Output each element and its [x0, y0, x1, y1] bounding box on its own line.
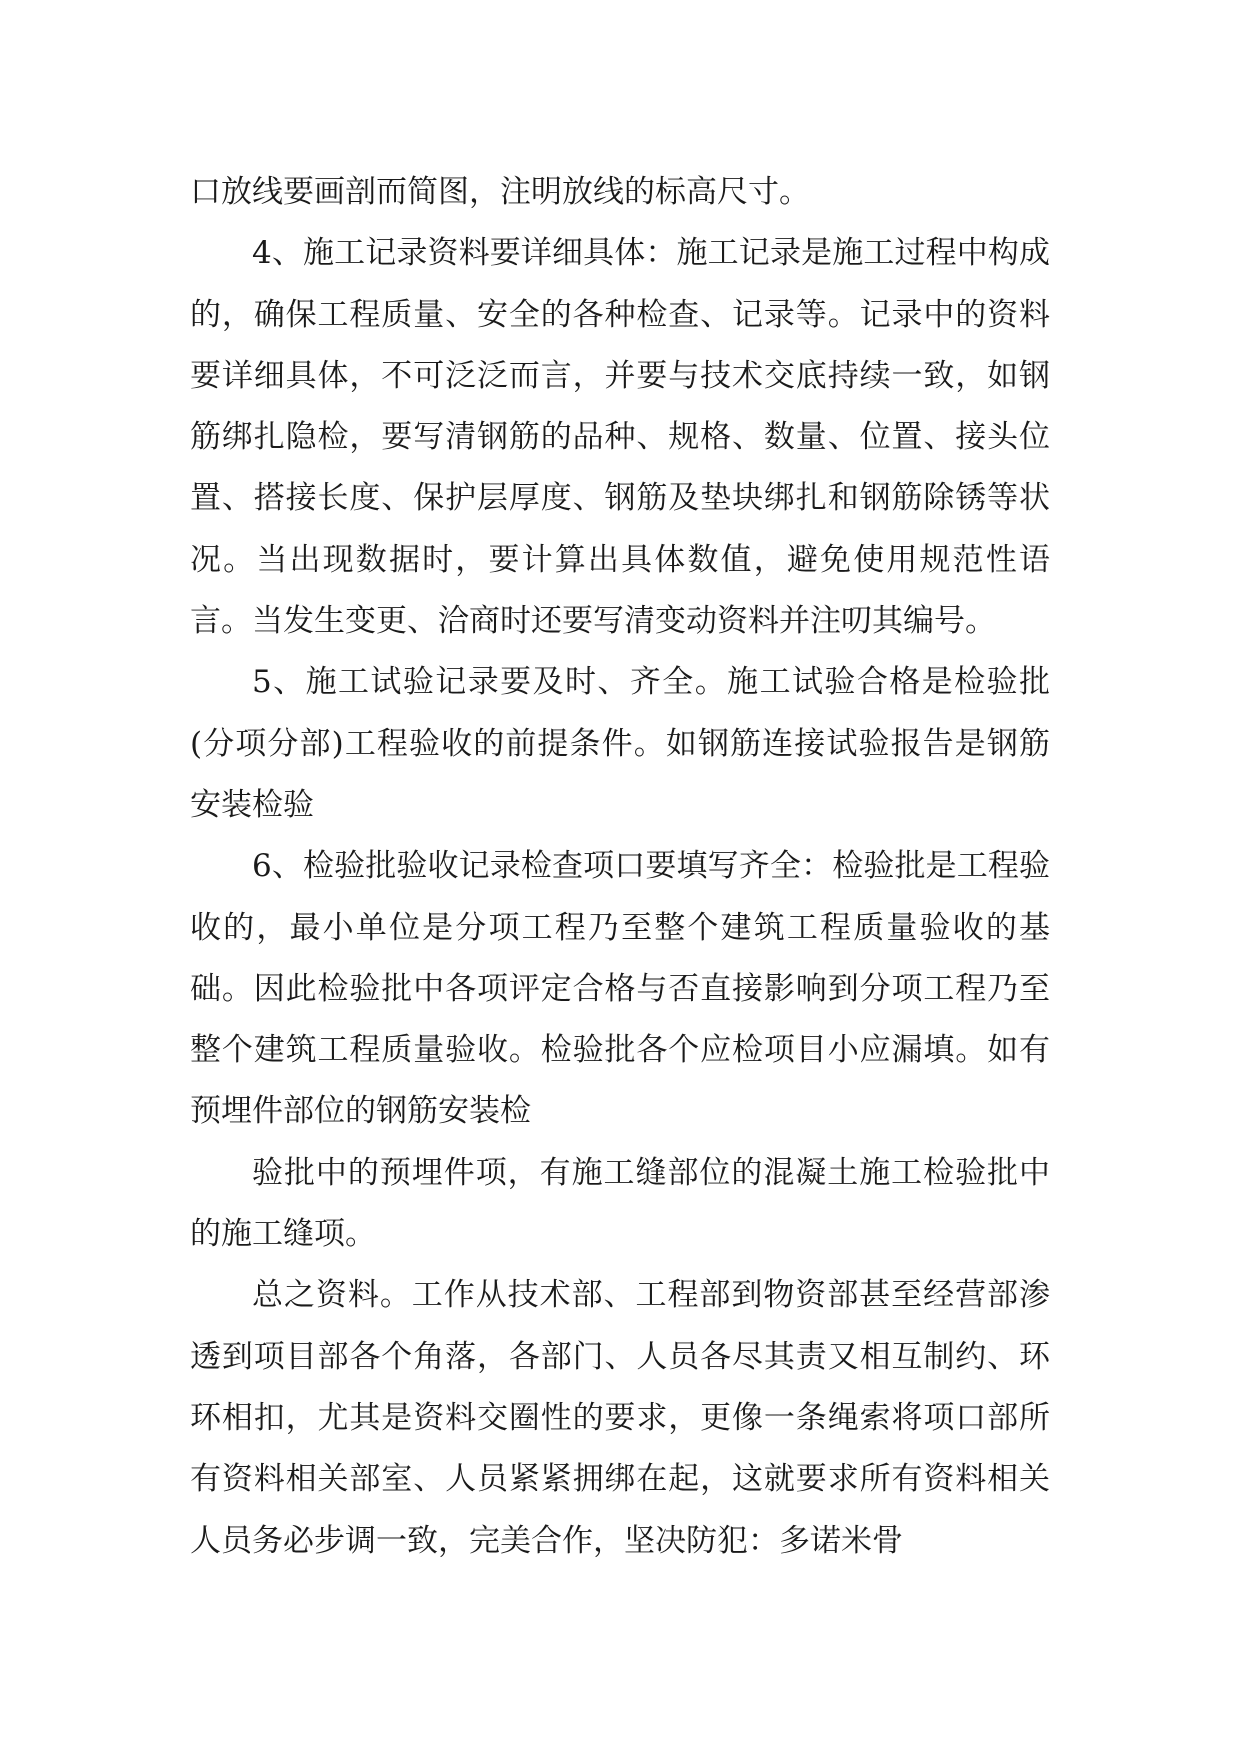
paragraph-item-5: 5、施工试验记录要及时、齐全。施工试验合格是检验批(分项分部)工程验收的前提条件。如钢筋连接试验报告是钢筋安装检验: [190, 664, 1050, 823]
paragraph-item-4: 4、施工记录资料要详细具体：施工记录是施工过程中构成的，确保工程质量、安全的各种检查、记录等。记录中的资料要详细具体，不可泛泛而言，并要与技术交底持续一致，如钢筋绑扎隐检，要写清钢筋的品种、规格、数量、位置、接头位置、搭接长度、保护层厚度、钢筋及垫块绑扎和钢筋除锈等状况。当出现数据时，要计算出具体数值，避免使用规范性语言。当发生变更、洽商时还要写清变动资料并注叨其编号。: [190, 235, 1050, 640]
body-text: [190, 162, 1050, 1572]
paragraph-continuation: 口放线要画剖而简图，注明放线的标高尺寸。: [190, 174, 810, 210]
paragraph-inspection-batch: 验批中的预埋件项，有施工缝部位的混凝土施工检验批中的施工缝项。: [190, 1154, 1050, 1253]
paragraph-item-6: 6、检验批验收记录检查项口要填写齐全：检验批是工程验收的，最小单位是分项工程乃至整个建筑工程质量验收的基础。因此检验批中各项评定合格与否直接影响到分项工程乃至整个建筑工程质量验收。检验批各个应检项目小应漏填。如有预埋件部位的钢筋安装检: [190, 848, 1050, 1130]
paragraph-summary: 总之资料。工作从技术部、工程部到物资部甚至经营部渗透到项目部各个角落，各部门、人员各尽其责又相互制约、环环相扣，尤其是资料交圈性的要求，更像一条绳索将项口部所有资料相关部室、人员紧紧拥绑在起，这就要求所有资料相关人员务必步调一致，完美合作，坚决防犯：多诺米骨: [190, 1277, 1050, 1559]
